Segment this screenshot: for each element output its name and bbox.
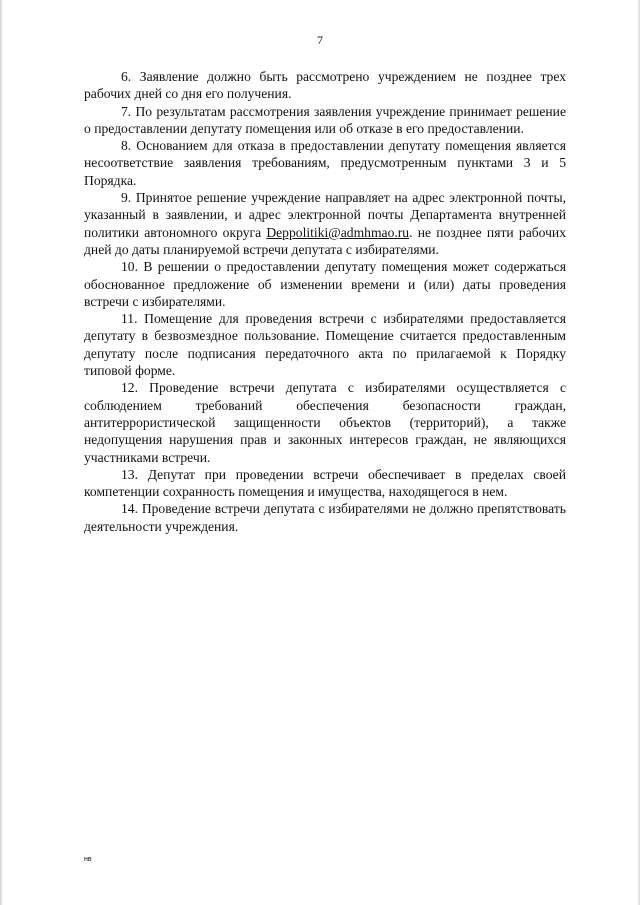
paragraph-9-text-before: 9. Принятое решение учреждение направляет на адрес электронной почты, указанный в заявлении, и адрес электронной почты Департамента внутренней политики автономного округа xyxy=(84,190,566,240)
paragraph-12: 12. Проведение встречи депутата с избирателями осуществляется с соблюдением требований обеспечения безопасности граждан, антитеррористической защищенности объектов (территорий), а также недопущения нарушения прав и законных интересов граждан, не являющихся участниками встречи. xyxy=(84,380,566,465)
paragraph-11: 11. Помещение для проведения встречи с избирателями предоставляется депутату в безвозмездное пользование. Помещение считается предоставленным депутату после подписания передаточного акта по прилагаемой к Порядку типовой форме. xyxy=(84,311,566,379)
paragraph-10: 10. В решении о предоставлении депутату помещения может содержаться обоснованное предложение об изменении времени и (или) даты проведения встречи с избирателями. xyxy=(84,259,566,309)
document-body xyxy=(84,68,566,535)
paragraph-9 xyxy=(84,189,566,258)
paragraph-7: 7. По результатам рассмотрения заявления учреждение принимает решение о предоставлении депутату помещения или об отказе в его предоставлении. xyxy=(84,103,566,136)
paragraph-8: 8. Основанием для отказа в предоставлении депутату помещения является несоответствие заявления требованиям, предусмотренным пунктами 3 и 5 Порядка. xyxy=(84,138,566,188)
paragraph-14: 14. Проведение встречи депутата с избирателями не должно препятствовать деятельности учреждения. xyxy=(84,501,566,534)
page-number: 7 xyxy=(317,33,323,47)
paragraph-9-text-after: . не позднее пяти рабочих дней до даты планируемой встречи депутата с избирателями. xyxy=(84,224,566,257)
paragraph-6: 6. Заявление должно быть рассмотрено учреждением не позднее трех рабочих дней со дня его получения. xyxy=(84,69,566,102)
footer-mark: нв xyxy=(84,856,92,863)
email-link[interactable]: Deppolitiki@admhmao.ru xyxy=(266,224,410,240)
scan-edge-left xyxy=(0,0,3,905)
paragraph-13: 13. Депутат при проведении встречи обеспечивает в пределах своей компетенции сохранность помещения и имущества, находящегося в нем. xyxy=(84,466,566,500)
